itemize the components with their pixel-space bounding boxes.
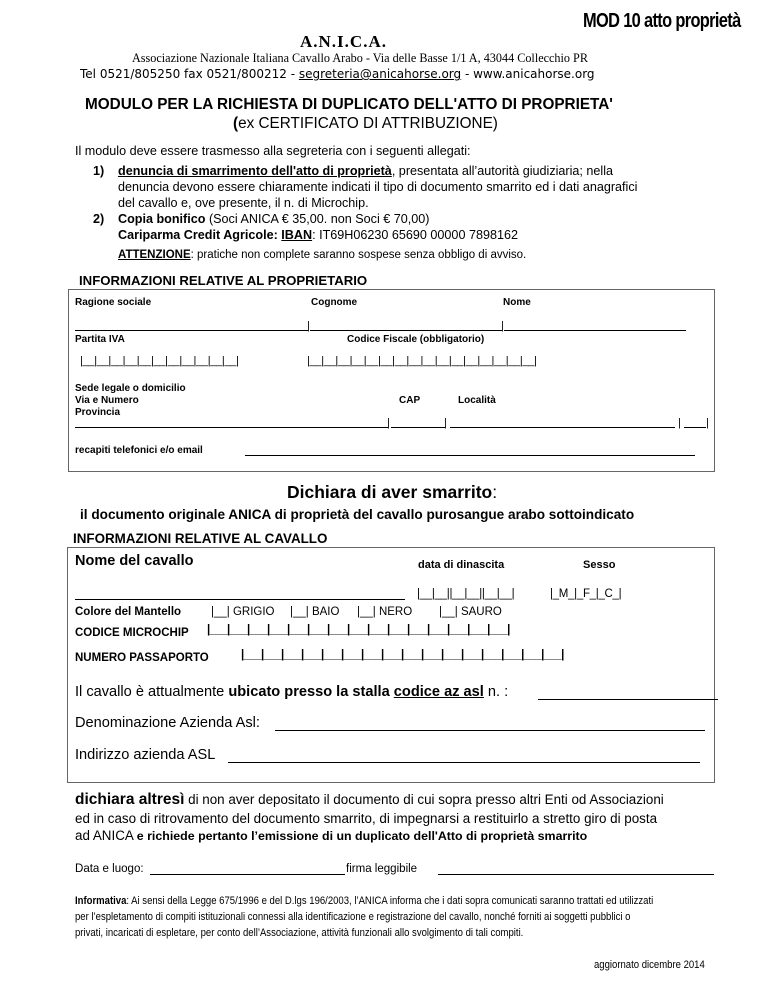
recapiti-line [245,455,695,456]
declaration-subheading: il documento originale ANICA di proprietà del cavallo purosangue arabo sottoindicato [80,507,635,522]
privacy-line-1-text: : Ai sensi della Legge 675/1996 e del D.lgs 196/2003, l’ANICA informa che i dati sopra comunicati saranno trattati ed utilizzati [126,895,654,907]
attention-label: ATTENZIONE [118,249,191,261]
microchip-boxes[interactable]: |___|___|___|___|___|___|___|___|___|___|___|___|___|___|___| [207,624,510,636]
address-sep-1: | [387,417,390,429]
color-sauro-option[interactable]: |__| SAURO [439,606,502,618]
location-suffix: n. : [483,684,509,700]
color-grigio-option[interactable]: |__| GRIGIO [211,606,275,618]
horse-location [75,684,508,700]
recapiti-label: recapiti telefonici e/o email [75,445,203,456]
via-numero-label: Via e Numero [75,395,139,406]
attachment-1 [118,164,613,178]
color-baio-option[interactable]: |__| BAIO [290,606,340,618]
attachment-1-title: denuncia di smarrimento dell'atto di proprietà [118,164,392,178]
indirizzo-asl-field[interactable] [229,746,694,761]
subtitle-paren: ( [233,115,239,132]
via-line [75,427,388,428]
attachment-1-rest: , presentata all’autorità giudiziaria; nella [391,164,614,178]
closing-bold-start: dichiara altresì [75,791,185,808]
data-luogo-line [150,874,345,875]
form-title: MODULO PER LA RICHIESTA DI DUPLICATO DELL'ATTO DI PROPRIETA' [85,96,613,113]
azienda-asl-line [275,730,705,731]
nome-label: Nome [503,297,531,308]
cap-line [391,427,445,428]
colore-mantello-label: Colore del Mantello [75,606,182,618]
passaporto-boxes[interactable]: |___|___|___|___|___|___|___|___|___|___|___|___|___|___|___|___| [241,649,564,661]
owner-section-heading: INFORMAZIONI RELATIVE AL PROPRIETARIO [79,273,368,288]
bank-details [118,228,518,242]
form-subtitle [233,115,498,133]
cognome-line [310,330,502,331]
privacy-line-2: per l’espletamento di compiti istituzionali connessi alla identificazione e registrazione del cavallo, nonché forniti ai soggetti pubblici o [75,911,631,923]
closing-line-1-text: di non aver depositato il documento di cui sopra presso altri Enti od Associazioni [184,792,664,807]
closing-line-3 [75,828,587,843]
localita-label: Località [458,395,496,406]
closing-line-1 [75,791,664,809]
horse-section-heading: INFORMAZIONI RELATIVE AL CAVALLO [73,531,328,546]
declaration-heading-colon: : [492,482,498,502]
data-nascita-label: data di dinascita [418,559,505,571]
address-sep-4: | [706,417,709,429]
indirizzo-asl-label: Indirizzo azienda ASL [75,747,216,763]
attachment-1-line3: del cavallo e, ove presente, il n. di Microchip. [118,196,369,210]
cognome-label: Cognome [311,297,358,308]
data-nascita-boxes[interactable]: |__|__||__|__||__|__| [417,588,515,600]
updated-date: aggiornato dicembre 2014 [594,959,705,971]
provincia-line [684,427,706,428]
data-luogo-label: Data e luogo: [75,861,144,875]
contacts-prefix: Tel 0521/805250 fax 0521/800212 - [80,67,299,81]
email-link[interactable]: segreteria@anicahorse.org [298,67,462,81]
attachment-2-number: 2) [93,212,105,226]
nome-field[interactable] [505,316,685,330]
passaporto-label: NUMERO PASSAPORTO [75,652,209,664]
location-bold: ubicato presso la stalla [228,684,394,700]
attachment-1-line2: denuncia devono essere chiaramente indicati il tipo di documento smarrito ed i dati anagrafici [118,180,638,194]
data-luogo-field[interactable] [151,860,343,874]
localita-field[interactable] [452,412,672,426]
localita-line [450,427,675,428]
nome-line [504,330,686,331]
ragione-sociale-field[interactable] [76,316,301,330]
codice-fiscale-boxes[interactable]: |__|__|__|__|__|__|__|__|__|__|__|__|__|__|__|__| [307,355,537,367]
iban-label: IBAN [281,228,313,242]
azienda-asl-field[interactable] [276,714,701,729]
ragione-sociale-line [75,330,308,331]
indirizzo-asl-line [228,762,700,763]
declaration-heading-text: Dichiara di aver smarrito [287,482,493,502]
provincia-label: Provincia [75,407,121,418]
attention-note [118,249,526,261]
attachment-1-number: 1) [93,164,105,178]
cap-label: CAP [399,395,421,406]
firma-line [438,874,714,875]
sede-legale-label: Sede legale o domicilio [75,383,186,394]
nome-cavallo-label: Nome del cavallo [75,553,194,569]
sesso-boxes[interactable]: |_M_|_F_|_C_| [550,588,622,600]
nome-cavallo-line [75,599,405,600]
color-nero-option[interactable]: |__| NERO [357,606,413,618]
attachment-2 [118,212,429,226]
location-prefix: Il cavallo è attualmente [75,684,229,700]
codice-fiscale-label: Codice Fiscale (obbligatorio) [347,334,485,345]
partita-iva-boxes[interactable]: |__|__|__|__|__|__|__|__|__|__|__| [80,355,239,367]
bank-name: Cariparma Credit Agricole: [118,228,282,242]
recapiti-field[interactable] [246,441,691,455]
org-contacts [80,67,595,81]
closing-line-3-b: e richiede pertanto l’emissione di un duplicato dell'Atto di proprietà smarrito [136,829,588,843]
cap-field[interactable] [392,412,442,426]
azienda-asl-label: Denominazione Azienda Asl: [75,715,260,731]
attachment-2-rest: (Soci ANICA € 35,00. non Soci € 70,00) [205,212,430,226]
sesso-label: Sesso [583,559,616,571]
closing-line-2: ed in caso di ritrovamento del documento smarrito, di impegnarsi a restituirlo a stretto giro di posta [75,811,658,826]
location-code: codice az asl [393,684,484,700]
ragione-sociale-label: Ragione sociale [75,297,152,308]
address-sep-2: | [444,417,447,429]
closing-line-3-a: ad ANICA [75,828,137,843]
owner-line-sep-2: | [501,320,504,332]
iban-value: : IT69H06230 65690 00000 7898162 [312,228,518,242]
nome-cavallo-field[interactable] [76,584,401,598]
privacy-line-1 [75,895,653,907]
asl-code-line [538,699,718,700]
org-full-name: Associazione Nazionale Italiana Cavallo Arabo - Via delle Basse 1/1 A, 43044 Collecchio PR [132,51,588,65]
subtitle-text: ex CERTIFICATO DI ATTRIBUZIONE) [238,115,498,132]
org-acronym: A.N.I.C.A. [300,32,387,51]
cognome-field[interactable] [312,316,502,330]
asl-code-field[interactable] [539,684,715,699]
partita-iva-label: Partita IVA [75,334,125,345]
contacts-suffix: - www.anicahorse.org [461,67,595,81]
address-sep-3: | [678,417,681,429]
owner-line-sep-1: | [307,320,310,332]
privacy-label: Informativa [75,895,127,907]
microchip-label: CODICE MICROCHIP [75,627,189,639]
attention-text: : pratiche non complete saranno sospese senza obbligo di avviso. [190,249,527,261]
declaration-heading [287,482,497,503]
mod-badge: MOD 10 atto proprietà [583,10,741,32]
privacy-line-3: privati, incaricati di espletare, per conto dell’Associazione, attività funzionali allo svolgimento di tali compiti. [75,927,524,939]
firma-label: firma leggibile [346,861,418,875]
via-numero-field[interactable] [76,412,381,426]
firma-field[interactable] [439,860,711,874]
intro-text: Il modulo deve essere trasmesso alla segreteria con i seguenti allegati: [75,144,471,158]
attachment-2-title: Copia bonifico [118,212,206,226]
provincia-field[interactable] [682,412,708,426]
